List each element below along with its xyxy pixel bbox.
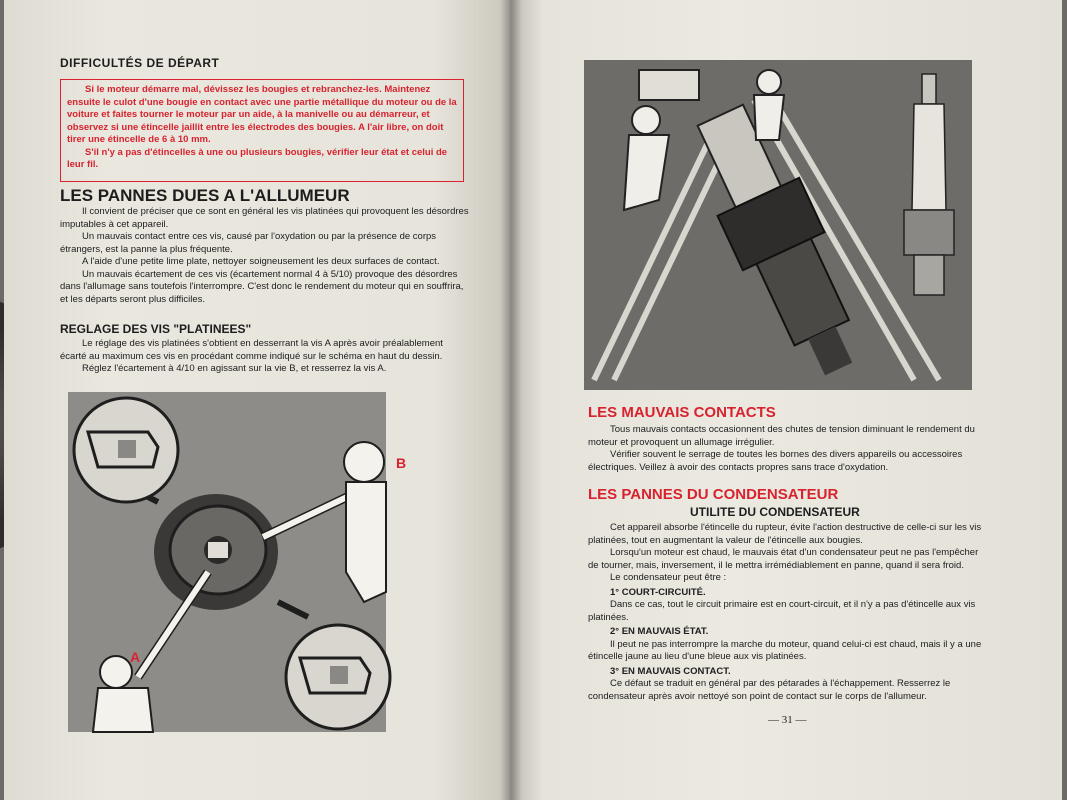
case-3-title: 3° EN MAUVAIS CONTACT. — [610, 665, 731, 677]
paragraph: Le réglage des vis platinées s'obtient en desserrant la vis A après avoir préalablement écarté au maximum ces vis en procédant comme indiqué sur le schéma en haut du dessin. — [60, 338, 443, 362]
paragraph: Tous mauvais contacts occasionnent des chutes de tension diminuant le rendement du moteur et provoquent un allumage irrégulier. — [588, 424, 975, 448]
section-header-difficultes: DIFFICULTÉS DE DÉPART — [60, 56, 220, 70]
paragraph: Cet appareil absorbe l'étincelle du rupteur, évite l'action destructive de celle-ci sur les vis platinées, tout en augmentant la valeur de l'étincelle aux bougies. — [588, 522, 982, 546]
right-page — [510, 0, 1062, 800]
paragraph: Un mauvais écartement de ces vis (écartement normal 4 à 5/10) provoque des désordres dans l'allumage sans toutefois l'interrompre. C'est donc le rendement du moteur qui en souffrira, et les départs seront plus difficiles. — [60, 268, 464, 305]
subtitle-reglage-vis: REGLAGE DES VIS "PLATINEES" — [60, 322, 252, 336]
title-pannes-allumeur: LES PANNES DUES A L'ALLUMEUR — [60, 186, 350, 205]
page-number: — 31 — — [768, 714, 807, 726]
reglage-text-block — [60, 338, 470, 376]
subtitle-utilite-condensateur: UTILITE DU CONDENSATEUR — [690, 505, 860, 519]
condensateur-text — [588, 522, 984, 703]
allumeur-text-block — [60, 206, 470, 306]
label-a: A — [130, 649, 141, 665]
case-1-text: Dans ce cas, tout le circuit primaire est en court-circuit, et il n'y a pas d'étincelle aux vis platinées. — [588, 599, 976, 623]
paragraph: Lorsqu'un moteur est chaud, le mauvais état d'un condensateur peut ne pas l'empêcher de tourner, mais, inversement, il le mettra irrémédiablement en panne, quand il sera froid. — [588, 547, 979, 571]
red-notice-box — [60, 79, 464, 182]
paragraph: Réglez l'écartement à 4/10 en agissant sur la vie B, et resserrez la vis A. — [82, 363, 387, 374]
title-pannes-condensateur: LES PANNES DU CONDENSATEUR — [588, 486, 839, 503]
case-2-text: Il peut ne pas interrompre la marche du moteur, quand celui-ci est chaud, mais il y a une étincelle jaune au lieu d'une bleue aux vis platinées. — [588, 638, 982, 662]
paragraph: Vérifier souvent le serrage de toutes les bornes des divers appareils ou accessoires électriques. Veillez à avoir des contacts propres sans trace d'oxydation. — [588, 449, 963, 473]
spark-plug-illustration — [584, 60, 972, 390]
red-notice-text-1: Si le moteur démarre mal, dévissez les bougies et rebranchez-les. Maintenez ensuite le culot d'une bougie en contact avec une partie métallique du moteur ou de la voiture et faites tourner le moteur par un aide, à la manivelle ou au démarreur, et observez si une étincelle jaillit entre les électrodes des bougies. A l'air libre, on doit tirer une étincelle de 6 à 10 mm. — [67, 84, 457, 145]
title-mauvais-contacts: LES MAUVAIS CONTACTS — [588, 404, 776, 421]
red-notice-text-2: S'il n'y a pas d'étincelles à une ou plusieurs bougies, vérifier leur état et celui de leur fil. — [67, 146, 448, 170]
label-b: B — [396, 455, 407, 471]
paragraph: A l'aide d'une petite lime plate, nettoyer soigneusement les deux surfaces de contact. — [82, 256, 440, 267]
paragraph: Il convient de préciser que ce sont en général les vis platinées qui provoquent les désordres imputables à cet appareil. — [60, 206, 469, 230]
case-3-text: Ce défaut se traduit en général par des pétarades à l'échappement. Resserrez le condensateur après avoir nettoyé son point de contact sur le corps de l'allumeur. — [588, 678, 951, 702]
paragraph: Un mauvais contact entre ces vis, causé par l'oxydation ou par la présence de corps étrangers, est la panne la plus fréquente. — [60, 231, 437, 255]
mauvais-contacts-text — [588, 424, 984, 474]
distributor-adjustment-illustration — [68, 392, 407, 732]
book-gutter — [500, 0, 522, 800]
case-2-title: 2° EN MAUVAIS ÉTAT. — [610, 626, 709, 637]
paragraph: Le condensateur peut être : — [610, 572, 727, 583]
case-1-title: 1° COURT-CIRCUITÉ. — [610, 586, 706, 598]
left-page — [4, 0, 510, 800]
